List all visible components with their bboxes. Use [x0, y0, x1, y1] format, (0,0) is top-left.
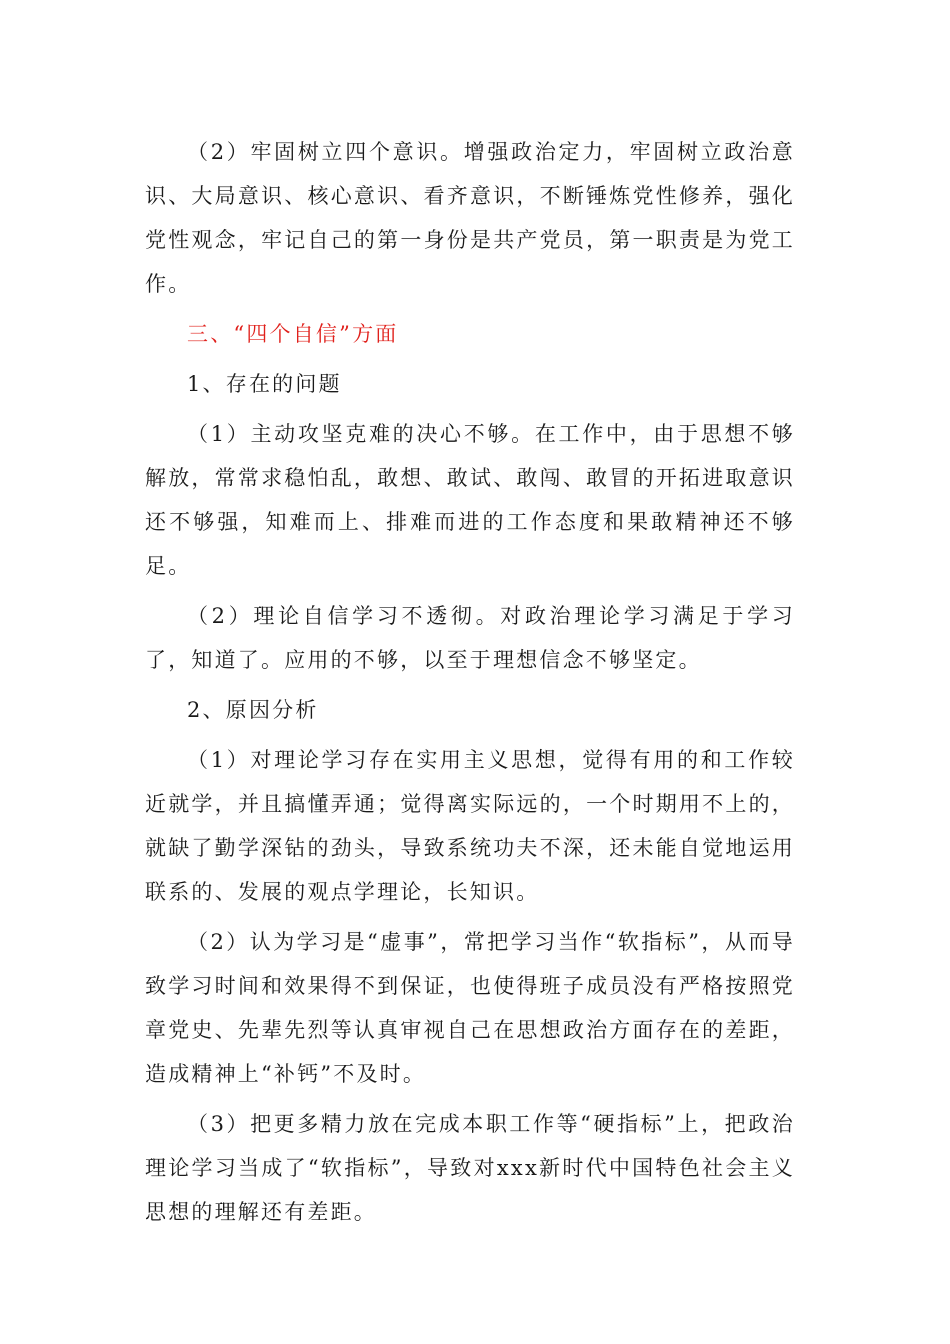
paragraph-cause-2: （2）认为学习是“虚事”，常把学习当作“软指标”，从而导致学习时间和效果得不到保证，也使得班子成员没有严格按照党章党史、先辈先烈等认真审视自己在思想政治方面存在的差距，造成精神上“补钙”不及时。 — [145, 930, 795, 1086]
paragraph-cause-1: （1）对理论学习存在实用主义思想，觉得有用的和工作较近就学，并且搞懂弄通；觉得离实际远的，一个时期用不上的，就缺了勤学深钻的劲头，导致系统功夫不深，还未能自觉地运用联系的、发展的观点学理论，长知识。 — [145, 748, 795, 904]
document-body — [145, 130, 795, 1240]
subheading-cause-analysis: 2、原因分析 — [187, 698, 319, 722]
paragraph-cause-3: （3）把更多精力放在完成本职工作等“硬指标”上，把政治理论学习当成了“软指标”，导致对xxx新时代中国特色社会主义思想的理解还有差距。 — [145, 1112, 795, 1224]
paragraph-problem-2: （2）理论自信学习不透彻。对政治理论学习满足于学习了，知道了。应用的不够，以至于理想信念不够坚定。 — [145, 604, 795, 672]
paragraph-problem-1: （1）主动攻坚克难的决心不够。在工作中，由于思想不够解放，常常求稳怕乱，敢想、敢试、敢闯、敢冒的开拓进取意识还不够强，知难而上、排难而进的工作态度和果敢精神还不够足。 — [145, 422, 795, 578]
subheading-existing-problems: 1、存在的问题 — [187, 372, 342, 396]
paragraph-political-awareness: （2）牢固树立四个意识。增强政治定力，牢固树立政治意识、大局意识、核心意识、看齐意识，不断锤炼党性修养，强化党性观念，牢记自己的第一身份是共产党员，第一职责是为党工作。 — [145, 140, 795, 296]
section-heading-four-confidences: 三、“四个自信”方面 — [187, 322, 399, 346]
